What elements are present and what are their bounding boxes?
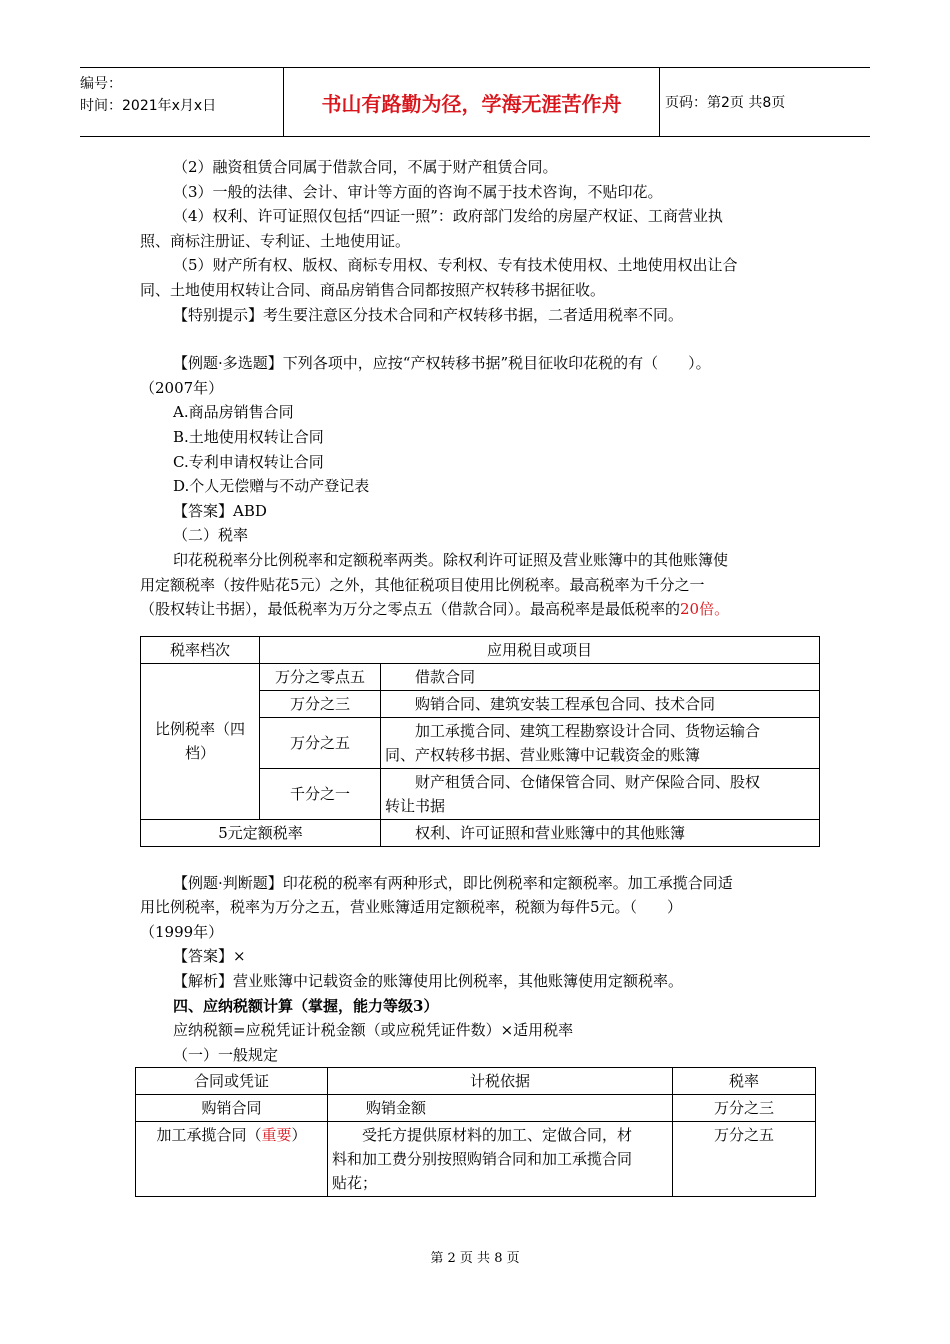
answer: 【答案】× bbox=[173, 947, 246, 966]
rate-level: 千分之一 bbox=[260, 768, 381, 819]
paragraph: （5）财产所有权、版权、商标专用权、专利权、专有技术使用权、土地使用权出让合 bbox=[173, 256, 738, 275]
header-meta bbox=[80, 68, 284, 136]
rate-items: 财产租赁合同、仓储保管合同、财产保险合同、股权 转让书据 bbox=[381, 768, 820, 819]
rate-level: 万分之零点五 bbox=[260, 663, 381, 690]
header-motto: 书山有路勤为径，学海无涯苦作舟 bbox=[284, 68, 660, 136]
paragraph: 同、土地使用权转让合同、商品房销售合同都按照产权转移书据征收。 bbox=[140, 280, 606, 299]
option-a: A.商品房销售合同 bbox=[173, 403, 294, 422]
table-header: 计税依据 bbox=[328, 1068, 673, 1095]
rate-group-label: 比例税率（四档） bbox=[141, 663, 260, 819]
header-number: 编号： bbox=[80, 76, 122, 92]
table-header: 税率档次 bbox=[141, 636, 260, 663]
paragraph: （3）一般的法律、会计、审计等方面的咨询不属于技术咨询，不贴印花。 bbox=[173, 182, 663, 201]
calc-table bbox=[135, 1067, 816, 1197]
table-header: 应用税目或项目 bbox=[260, 636, 820, 663]
header-page-code: 页码：第2页 共8页 bbox=[665, 95, 786, 111]
paragraph: 用定额税率（按件贴花5元）之外，其他征税项目使用比例税率。最高税率为千分之一 bbox=[140, 575, 705, 594]
paragraph: 照、商标注册证、专利证、土地使用证。 bbox=[140, 231, 411, 250]
table-header: 税率 bbox=[673, 1068, 816, 1095]
example-question: 【例题·多选题】下列各项中，应按“产权转移书据”税目征收印花税的有（ ）。 bbox=[173, 354, 711, 373]
page-footer: 第 2 页 共 8 页 bbox=[430, 1251, 520, 1266]
subsection-heading: （一）一般规定 bbox=[173, 1045, 279, 1064]
example-question: 【例题·判断题】印花税的税率有两种形式，即比例税率和定额税率。加工承揽合同适 bbox=[173, 873, 733, 892]
rate-items: 权利、许可证照和营业账簿中的其他账簿 bbox=[381, 819, 820, 846]
table-cell: 加工承揽合同（重要） bbox=[136, 1122, 328, 1197]
example-year: （1999年） bbox=[140, 922, 224, 941]
paragraph: （4）权利、许可证照仅包括“四证一照”：政府部门发给的房屋产权证、工商营业执 bbox=[173, 207, 723, 226]
rate-level: 5元定额税率 bbox=[141, 819, 381, 846]
option-d: D.个人无偿赠与不动产登记表 bbox=[173, 477, 370, 496]
important-tag: 重要 bbox=[261, 1126, 292, 1145]
option-c: C.专利申请权转让合同 bbox=[173, 452, 324, 471]
table-header: 合同或凭证 bbox=[136, 1068, 328, 1095]
analysis: 【解析】营业账簿中记载资金的账簿使用比例税率，其他账簿使用定额税率。 bbox=[173, 972, 684, 991]
rate-items: 借款合同 bbox=[381, 663, 820, 690]
option-b: B.土地使用权转让合同 bbox=[173, 427, 324, 446]
rate-items: 加工承揽合同、建筑工程勘察设计合同、货物运输合 同、产权转移书据、营业账簿中记载资金的账簿 bbox=[381, 717, 820, 768]
special-tip: 【特别提示】考生要注意区分技术合同和产权转移书据，二者适用税率不同。 bbox=[173, 305, 684, 324]
paragraph: （2）融资租赁合同属于借款合同，不属于财产租赁合同。 bbox=[173, 158, 558, 176]
table-cell: 购销合同 bbox=[136, 1095, 328, 1122]
table-cell: 受托方提供原材料的加工、定做合同，材 料和加工费分别按照购销合同和加工承揽合同 贴花； bbox=[328, 1122, 673, 1197]
section-heading: 四、应纳税额计算（掌握，能力等级3） bbox=[173, 996, 439, 1015]
example-question: 用比例税率，税率为万分之五，营业账簿适用定额税率，税额为每件5元。（ ） bbox=[140, 898, 683, 917]
table-cell: 万分之五 bbox=[673, 1122, 816, 1197]
rate-items: 购销合同、建筑安装工程承包合同、技术合同 bbox=[381, 690, 820, 717]
paragraph-text: （股权转让书据），最低税率为万分之零点五（借款合同）。最高税率是最低税率的 bbox=[140, 600, 681, 619]
table-cell: 万分之三 bbox=[673, 1095, 816, 1122]
header-time: 时间：2021年x月x日 bbox=[80, 98, 217, 114]
paragraph bbox=[140, 597, 820, 622]
rate-level: 万分之三 bbox=[260, 690, 381, 717]
formula: 应纳税额=应税凭证计税金额（或应税凭证件数）×适用税率 bbox=[173, 1021, 574, 1040]
table-cell: 购销金额 bbox=[328, 1095, 673, 1122]
answer: 【答案】ABD bbox=[173, 501, 267, 520]
rate-level: 万分之五 bbox=[260, 717, 381, 768]
paragraph: 印花税税率分比例税率和定额税率两类。除权利许可证照及营业账簿中的其他账簿使 bbox=[173, 550, 729, 569]
highlight-text: 20倍。 bbox=[680, 600, 730, 619]
rate-table bbox=[140, 636, 820, 847]
example-year: （2007年） bbox=[140, 378, 224, 397]
page-header bbox=[80, 67, 870, 137]
document-body bbox=[140, 155, 820, 1197]
section-heading: （二）税率 bbox=[173, 526, 249, 545]
